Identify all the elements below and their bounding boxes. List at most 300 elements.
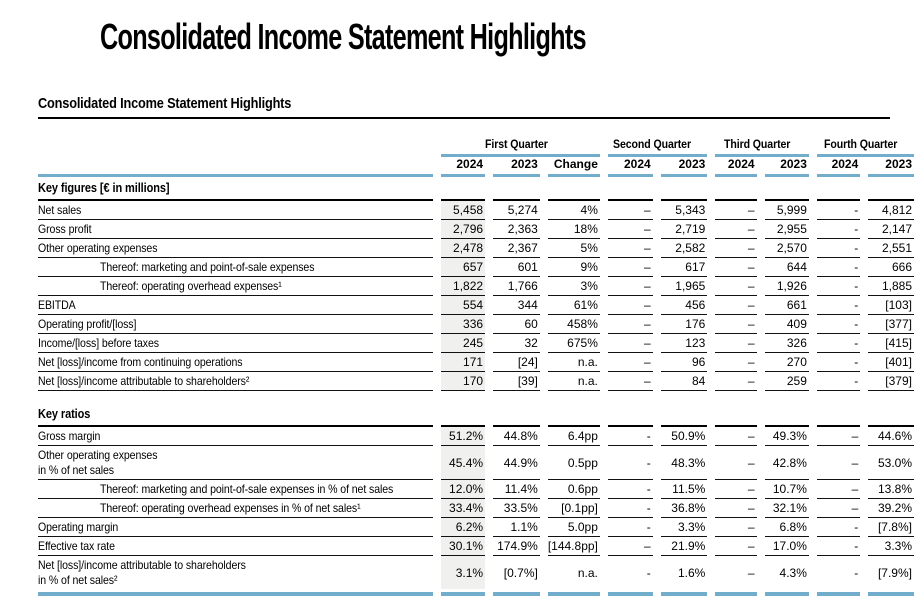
- value-cell: 344: [493, 296, 540, 315]
- value-cell: –: [608, 296, 653, 315]
- value-cell: n.a.: [548, 353, 600, 372]
- value-cell: –: [715, 427, 756, 446]
- row-label-text: Gross profit: [38, 221, 92, 236]
- row-label: [38, 372, 433, 391]
- value-cell: 270: [765, 353, 809, 372]
- value-cell: 1.6%: [677, 565, 706, 580]
- section-header-row: [38, 177, 914, 201]
- row-label-line: [38, 317, 433, 332]
- value-cell: 617: [661, 258, 708, 277]
- value-cell: 96: [661, 353, 708, 372]
- table-row: [38, 480, 914, 499]
- value-cell: 33.5%: [493, 499, 540, 518]
- value-cell: -: [608, 499, 653, 518]
- year-header: 2023: [493, 157, 540, 177]
- row-label-line: [38, 573, 433, 588]
- accent-bar: [661, 592, 708, 596]
- value-cell: 123: [661, 334, 708, 353]
- value-cell: 61%: [548, 296, 600, 315]
- value-cell: 18%: [548, 220, 600, 239]
- row-label-text: Net [loss]/income attributable to shareholders²: [38, 373, 250, 388]
- value-cell: –: [608, 353, 653, 372]
- value-cell: 336: [441, 315, 485, 334]
- spacer-cell: [493, 391, 540, 403]
- table-row: [38, 220, 914, 239]
- value-cell: -: [817, 239, 860, 258]
- value-cell: –: [608, 315, 653, 334]
- row-label-text: Thereof: operating overhead expenses in % of net sales¹: [100, 500, 361, 515]
- section-header-empty-cell: [765, 177, 809, 201]
- value-cell: 6.4pp: [548, 427, 600, 446]
- section-header-empty-cell: [817, 403, 860, 427]
- quarter-group-header: [817, 134, 914, 157]
- row-label: [38, 296, 433, 315]
- table-row: [38, 518, 914, 537]
- row-label: [38, 518, 433, 537]
- row-label-text: EBITDA: [38, 297, 76, 312]
- row-label-line: [100, 482, 433, 497]
- value-cell: 49.3%: [765, 427, 809, 446]
- value-cell: –: [715, 315, 756, 334]
- table-row: [38, 446, 914, 480]
- value-cell: 11.4%: [493, 480, 540, 499]
- section-header-empty-cell: [548, 403, 600, 427]
- value-cell: 1.1%: [493, 518, 540, 537]
- value-cell: 675%: [548, 334, 600, 353]
- value-cell: 3%: [548, 277, 600, 296]
- quarter-group-header: [608, 134, 707, 157]
- label-underline-bar: [38, 157, 433, 177]
- value-cell: 13.8%: [868, 480, 914, 499]
- table-row: [38, 315, 914, 334]
- value-cell: 36.8%: [661, 499, 708, 518]
- value-cell: 60: [493, 315, 540, 334]
- bottom-accent-cell: [548, 589, 600, 596]
- value-cell: 1,885: [868, 277, 914, 296]
- section-header-empty-cell: [608, 403, 653, 427]
- value-cell: [103]: [868, 296, 914, 315]
- value-cell: 0.6pp: [548, 480, 600, 499]
- bottom-accent-cell: [817, 589, 860, 596]
- section-header-empty-cell: [868, 177, 914, 201]
- value-cell: [7.9%]: [877, 565, 912, 580]
- value-cell: –: [715, 296, 756, 315]
- section-header-text: Key figures [€ in millions]: [38, 181, 170, 195]
- section-header-empty-cell: [441, 403, 485, 427]
- income-statement-table: [30, 134, 922, 596]
- year-header: 2024: [715, 157, 756, 177]
- value-cell: 48.3%: [661, 446, 708, 480]
- quarter-group-label: Fourth Quarter: [823, 137, 898, 151]
- table-row: [38, 334, 914, 353]
- value-cell: 5,458: [441, 201, 485, 220]
- accent-bar: [765, 592, 809, 596]
- spacer-cell: [868, 391, 914, 403]
- value-cell: –: [747, 565, 755, 580]
- value-cell: [24]: [493, 353, 540, 372]
- value-cell: 1,965: [661, 277, 708, 296]
- spacer-cell: [38, 391, 433, 403]
- bottom-accent-cell: [868, 589, 914, 596]
- value-cell: [144.8pp]: [548, 537, 600, 556]
- table-row: [38, 499, 914, 518]
- section-title: [38, 95, 890, 119]
- value-cell: 2,955: [765, 220, 809, 239]
- bottom-accent-cell: [493, 589, 540, 596]
- bottom-accent-cell: [38, 589, 433, 596]
- row-label-line: [38, 222, 433, 237]
- value-cell: -: [817, 258, 860, 277]
- value-cell: –: [817, 480, 860, 499]
- value-cell: –: [715, 258, 756, 277]
- value-cell: –: [608, 537, 653, 556]
- value-cell: [0.1pp]: [548, 499, 600, 518]
- row-label: [38, 315, 433, 334]
- value-cell: n.a.: [577, 565, 598, 580]
- row-label-text: Net [loss]/income attributable to shareholders: [38, 558, 246, 572]
- row-label: [38, 537, 433, 556]
- row-label: [38, 239, 433, 258]
- row-label-text: Net sales: [38, 202, 82, 217]
- row-label-line: [38, 298, 433, 313]
- value-cell: 32: [493, 334, 540, 353]
- table-row: [38, 277, 914, 296]
- accent-bar: [608, 592, 653, 596]
- section-header-empty-cell: [661, 403, 708, 427]
- value-cell: –: [608, 277, 653, 296]
- bottom-accent-row: [38, 589, 914, 596]
- value-cell: 44.8%: [493, 427, 540, 446]
- value-cell: 326: [765, 334, 809, 353]
- value-cell: –: [608, 372, 653, 391]
- year-header-row: [38, 157, 914, 177]
- value-cell: 554: [441, 296, 485, 315]
- value-cell: –: [715, 372, 756, 391]
- section-header-empty-cell: [817, 177, 860, 201]
- value-cell: 171: [441, 353, 485, 372]
- value-cell: 12.0%: [441, 480, 485, 499]
- value-cell: [39]: [493, 372, 540, 391]
- row-label: [38, 277, 433, 296]
- row-label-line: [38, 355, 433, 370]
- value-cell: 170: [441, 372, 485, 391]
- value-cell: n.a.: [548, 372, 600, 391]
- accent-bar: [868, 592, 914, 596]
- value-cell: 51.2%: [441, 427, 485, 446]
- value-cell: -: [817, 537, 860, 556]
- year-header: 2023: [661, 157, 708, 177]
- year-header: 2024: [817, 157, 860, 177]
- quarter-group-header: [715, 134, 809, 157]
- table-row: [38, 537, 914, 556]
- value-cell: 17.0%: [765, 537, 809, 556]
- value-cell: -: [646, 565, 651, 580]
- row-label-line: [38, 448, 433, 463]
- row-label-line: [100, 501, 433, 516]
- row-label: [38, 201, 433, 220]
- value-cell: –: [608, 258, 653, 277]
- spacer-cell: [441, 391, 485, 403]
- value-cell: 53.0%: [868, 446, 914, 480]
- row-label: [38, 446, 433, 480]
- row-label-text: Other operating expenses: [38, 448, 158, 462]
- section-header-label: [38, 177, 433, 201]
- section-header-empty-cell: [608, 177, 653, 201]
- value-cell: -: [817, 372, 860, 391]
- table-row: [38, 556, 914, 589]
- bottom-accent-cell: [441, 589, 485, 596]
- row-label-text: Gross margin: [38, 428, 101, 443]
- table-row: [38, 353, 914, 372]
- row-label-line: [38, 558, 433, 573]
- row-label-line: [100, 260, 433, 275]
- value-cell: 5%: [548, 239, 600, 258]
- spacer-cell: [715, 391, 756, 403]
- value-cell: 2,551: [868, 239, 914, 258]
- section-title-text: Consolidated Income Statement Highlights: [38, 95, 292, 112]
- table-row: [38, 239, 914, 258]
- row-label: [38, 480, 433, 499]
- quarter-group-header: [441, 134, 600, 157]
- quarter-header-row: [38, 134, 914, 157]
- value-cell: 259: [765, 372, 809, 391]
- value-cell: –: [715, 480, 756, 499]
- section-header-empty-cell: [715, 403, 756, 427]
- value-cell: 176: [661, 315, 708, 334]
- value-cell: 21.9%: [661, 537, 708, 556]
- section-header-row: [38, 403, 914, 427]
- value-cell: –: [715, 220, 756, 239]
- section-header-text: Key ratios: [38, 407, 91, 421]
- value-cell: 1,766: [493, 277, 540, 296]
- value-cell: 661: [765, 296, 809, 315]
- section-header-empty-cell: [441, 177, 485, 201]
- value-cell: –: [817, 446, 860, 480]
- value-cell: 5,343: [661, 201, 708, 220]
- row-label: [38, 556, 433, 589]
- value-cell: [401]: [868, 353, 914, 372]
- row-label-text: in % of net sales²: [38, 572, 118, 587]
- accent-bar: [715, 592, 756, 596]
- section-header-empty-cell: [765, 403, 809, 427]
- value-cell: –: [715, 446, 756, 480]
- section-header-empty-cell: [868, 403, 914, 427]
- value-cell: -: [817, 277, 860, 296]
- accent-bar: [441, 592, 485, 596]
- row-label-line: [38, 463, 433, 478]
- row-label-line: [38, 374, 433, 389]
- value-cell: 657: [441, 258, 485, 277]
- accent-bar: [548, 592, 600, 596]
- value-cell: -: [817, 201, 860, 220]
- bottom-accent-cell: [608, 589, 653, 596]
- value-cell: [379]: [868, 372, 914, 391]
- value-cell: 2,363: [493, 220, 540, 239]
- quarter-group-label: Third Quarter: [724, 137, 791, 151]
- change-header: Change: [548, 157, 600, 177]
- value-cell: 4.3%: [779, 565, 807, 580]
- row-label-text: Thereof: operating overhead expenses¹: [100, 278, 282, 293]
- value-cell: 9%: [548, 258, 600, 277]
- value-cell: -: [817, 334, 860, 353]
- value-cell: [7.8%]: [868, 518, 914, 537]
- row-label-text: Net [loss]/income from continuing operations: [38, 354, 243, 369]
- value-cell: 32.1%: [765, 499, 809, 518]
- value-cell: -: [608, 480, 653, 499]
- value-cell: –: [608, 334, 653, 353]
- row-label-line: [38, 336, 433, 351]
- value-cell: –: [608, 239, 653, 258]
- row-label-text: in % of net sales: [38, 462, 114, 477]
- value-cell: [377]: [868, 315, 914, 334]
- row-label: [38, 427, 433, 446]
- value-cell: –: [817, 427, 860, 446]
- value-cell: 5,999: [765, 201, 809, 220]
- value-cell: 2,719: [661, 220, 708, 239]
- value-cell: 1,822: [441, 277, 485, 296]
- value-cell: 4,812: [868, 201, 914, 220]
- value-cell: -: [608, 446, 653, 480]
- value-cell: –: [715, 201, 756, 220]
- quarter-group-label: Second Quarter: [613, 137, 692, 151]
- table-row: [38, 427, 914, 446]
- row-label: [38, 258, 433, 277]
- value-cell: 2,478: [441, 239, 485, 258]
- value-cell: –: [715, 334, 756, 353]
- row-label-text: Other operating expenses: [38, 240, 158, 255]
- value-cell: 458%: [548, 315, 600, 334]
- value-cell: -: [608, 518, 653, 537]
- row-label: [38, 353, 433, 372]
- value-cell: -: [817, 315, 860, 334]
- blank-header-cell: [38, 134, 433, 157]
- value-cell: 409: [765, 315, 809, 334]
- value-cell: –: [608, 201, 653, 220]
- value-cell: 2,367: [493, 239, 540, 258]
- value-cell: –: [608, 220, 653, 239]
- value-cell: 33.4%: [441, 499, 485, 518]
- value-cell: -: [608, 427, 653, 446]
- accent-bar: [817, 592, 860, 596]
- value-cell: 6.8%: [765, 518, 809, 537]
- value-cell: 2,582: [661, 239, 708, 258]
- row-label: [38, 334, 433, 353]
- value-cell: 6.2%: [441, 518, 485, 537]
- value-cell: –: [715, 277, 756, 296]
- value-cell: 3.3%: [868, 537, 914, 556]
- page-title: Consolidated Income Statement Highlights: [100, 16, 586, 57]
- row-label-line: [38, 539, 433, 554]
- value-cell: 245: [441, 334, 485, 353]
- value-cell: –: [817, 499, 860, 518]
- table-row: [38, 296, 914, 315]
- value-cell: 44.6%: [868, 427, 914, 446]
- section-header-empty-cell: [661, 177, 708, 201]
- table-row: [38, 372, 914, 391]
- value-cell: 1,926: [765, 277, 809, 296]
- row-label-line: [38, 203, 433, 218]
- section-header-empty-cell: [493, 403, 540, 427]
- table-row: [38, 258, 914, 277]
- value-cell: 0.5pp: [548, 446, 600, 480]
- spacer-cell: [608, 391, 653, 403]
- value-cell: -: [817, 353, 860, 372]
- spacer-cell: [548, 391, 600, 403]
- year-header: 2023: [765, 157, 809, 177]
- value-cell: 4%: [548, 201, 600, 220]
- value-cell: [0.7%]: [503, 565, 538, 580]
- value-cell: 84: [661, 372, 708, 391]
- value-cell: 3.3%: [661, 518, 708, 537]
- bottom-accent-cell: [715, 589, 756, 596]
- value-cell: 2,147: [868, 220, 914, 239]
- value-cell: 44.9%: [493, 446, 540, 480]
- value-cell: [415]: [868, 334, 914, 353]
- value-cell: -: [854, 565, 859, 580]
- row-label-text: Thereof: marketing and point-of-sale expenses in % of net sales: [100, 481, 394, 496]
- section-header-label: [38, 403, 433, 427]
- value-cell: 3.1%: [441, 556, 485, 589]
- value-cell: -: [817, 518, 860, 537]
- row-label-text: Operating profit/[loss]: [38, 316, 137, 331]
- value-cell: 42.8%: [765, 446, 809, 480]
- value-cell: 644: [765, 258, 809, 277]
- section-header-empty-cell: [493, 177, 540, 201]
- value-cell: -: [817, 220, 860, 239]
- section-header-empty-cell: [548, 177, 600, 201]
- value-cell: 30.1%: [441, 537, 485, 556]
- row-label-line: [38, 429, 433, 444]
- value-cell: –: [715, 499, 756, 518]
- value-cell: 10.7%: [765, 480, 809, 499]
- row-label-text: Effective tax rate: [38, 538, 115, 553]
- quarter-group-label: First Quarter: [484, 137, 548, 151]
- spacer-cell: [661, 391, 708, 403]
- spacer-cell: [765, 391, 809, 403]
- spacer-cell: [817, 391, 860, 403]
- section-spacer-row: [38, 391, 914, 403]
- year-header: 2024: [608, 157, 653, 177]
- accent-bar: [38, 592, 433, 596]
- value-cell: –: [715, 239, 756, 258]
- row-label-line: [38, 520, 433, 535]
- bottom-accent-cell: [765, 589, 809, 596]
- year-header: 2023: [868, 157, 914, 177]
- section-header-empty-cell: [715, 177, 756, 201]
- value-cell: –: [715, 353, 756, 372]
- year-header: 2024: [441, 157, 485, 177]
- row-label-text: Thereof: marketing and point-of-sale expenses: [100, 259, 315, 274]
- value-cell: -: [817, 296, 860, 315]
- value-cell: 666: [868, 258, 914, 277]
- value-cell: 11.5%: [661, 480, 708, 499]
- row-label-text: Income/[loss] before taxes: [38, 335, 159, 350]
- value-cell: 2,796: [441, 220, 485, 239]
- value-cell: 2,570: [765, 239, 809, 258]
- value-cell: 5,274: [493, 201, 540, 220]
- value-cell: 39.2%: [868, 499, 914, 518]
- value-cell: 174.9%: [493, 537, 540, 556]
- value-cell: 50.9%: [661, 427, 708, 446]
- row-label-line: [100, 279, 433, 294]
- value-cell: –: [715, 537, 756, 556]
- table-row: [38, 201, 914, 220]
- value-cell: –: [715, 518, 756, 537]
- row-label-text: Operating margin: [38, 519, 119, 534]
- row-label: [38, 220, 433, 239]
- bottom-accent-cell: [661, 589, 708, 596]
- value-cell: 45.4%: [441, 446, 485, 480]
